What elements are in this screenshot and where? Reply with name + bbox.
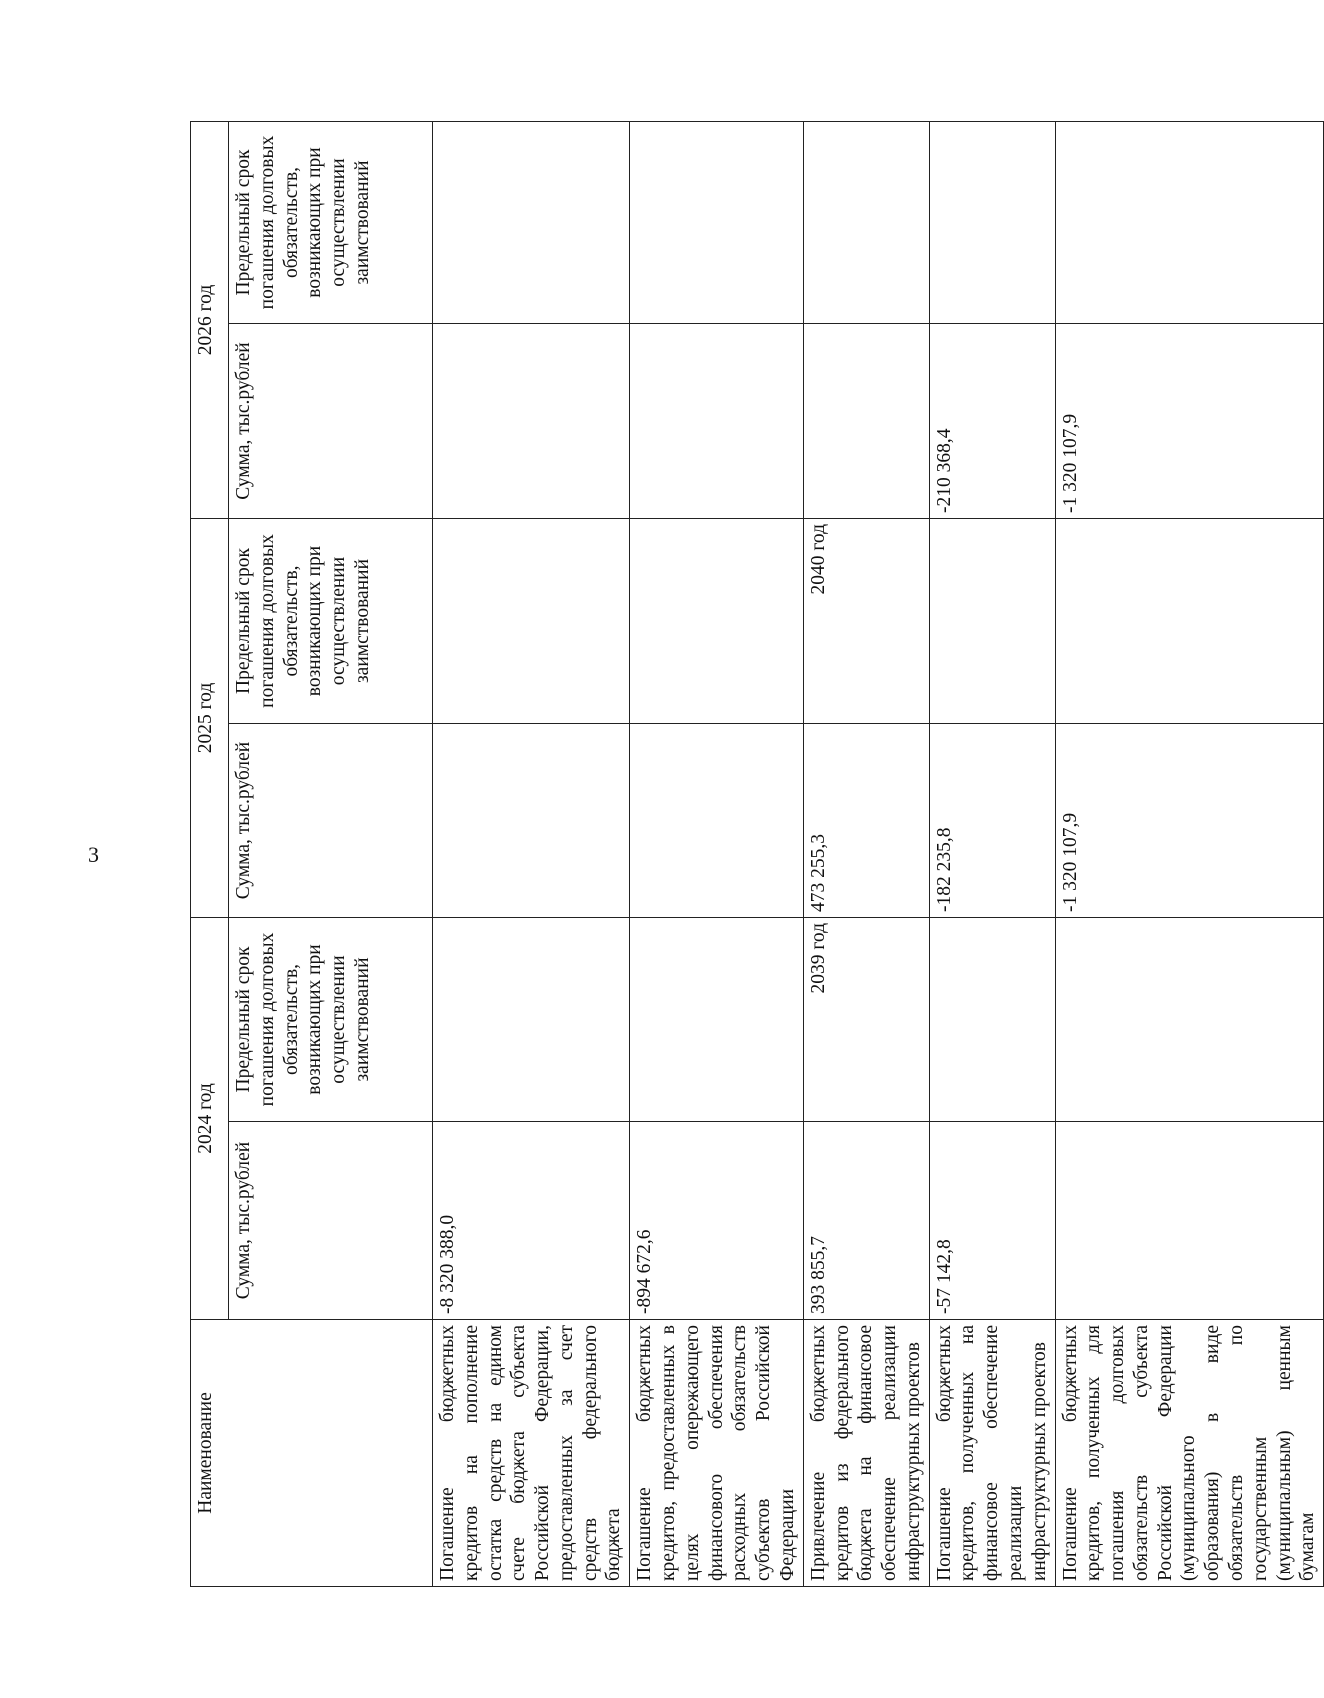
header-term-2025: Предельный срок погашения долговых обязательств, возникающих при осуществлении заимствований — [229, 519, 433, 724]
row-term-2025: 2040 год — [803, 519, 929, 724]
header-year-2026: 2026 год — [191, 122, 229, 519]
row-value-2025: 473 255,3 — [803, 724, 929, 918]
row-name: Погашение бюджетных кредитов на пополнение остатка средств на едином счете бюджета субъекта Российской Федерации, предоставленных за счет средств федерального бюджета — [433, 1320, 630, 1587]
row-name: Погашение бюджетных кредитов, предоставленных в целях опережающего финансового обеспечения расходных обязательств субъектов Российской Федерации — [630, 1320, 803, 1587]
row-term-2025 — [630, 519, 803, 724]
budget-table — [190, 121, 1324, 1587]
row-value-2024: -8 320 388,0 — [433, 1122, 630, 1320]
table-row — [630, 122, 803, 1587]
row-value-2024: -57 142,8 — [929, 1122, 1055, 1320]
row-term-2024: 2039 год — [803, 918, 929, 1122]
row-name: Погашение бюджетных кредитов, полученных для погашения долговых обязательств субъекта Российской Федерации (муниципального образования) в виде обязательств по государственным (муниципальным) ценным бумагам — [1055, 1320, 1324, 1587]
row-value-2025: -1 320 107,9 — [1055, 724, 1324, 918]
header-year-2025: 2025 год — [191, 519, 229, 918]
row-term-2025 — [433, 519, 630, 724]
header-term-2026: Предельный срок погашения долговых обязательств, возникающих при осуществлении заимствований — [229, 122, 433, 324]
row-term-2026 — [1055, 122, 1324, 324]
row-value-2026 — [803, 324, 929, 519]
row-value-2025 — [630, 724, 803, 918]
row-value-2026 — [630, 324, 803, 519]
row-term-2026 — [803, 122, 929, 324]
row-value-2026: -1 320 107,9 — [1055, 324, 1324, 519]
row-term-2024 — [630, 918, 803, 1122]
row-term-2024 — [433, 918, 630, 1122]
table-row — [1055, 122, 1324, 1587]
page-number: 3 — [88, 842, 99, 867]
table-header-row-years — [191, 122, 229, 1587]
rotated-table-container — [190, 122, 1319, 1587]
row-value-2026: -210 368,4 — [929, 324, 1055, 519]
header-term-2024: Предельный срок погашения долговых обязательств, возникающих при осуществлении заимствований — [229, 918, 433, 1122]
header-sum-2025: Сумма, тыс.рублей — [229, 724, 433, 918]
row-term-2026 — [433, 122, 630, 324]
row-value-2024 — [1055, 1122, 1324, 1320]
header-year-2024: 2024 год — [191, 918, 229, 1320]
row-term-2025 — [1055, 519, 1324, 724]
table-row — [929, 122, 1055, 1587]
table-row — [803, 122, 929, 1587]
row-term-2025 — [929, 519, 1055, 724]
row-value-2025 — [433, 724, 630, 918]
row-term-2026 — [929, 122, 1055, 324]
table-row — [433, 122, 630, 1587]
row-value-2025: -182 235,8 — [929, 724, 1055, 918]
header-sum-2024: Сумма, тыс.рублей — [229, 1122, 433, 1320]
row-value-2026 — [433, 324, 630, 519]
row-value-2024: 393 855,7 — [803, 1122, 929, 1320]
row-value-2024: -894 672,6 — [630, 1122, 803, 1320]
header-name: Наименование — [191, 1320, 433, 1587]
header-sum-2026: Сумма, тыс.рублей — [229, 324, 433, 519]
row-name: Привлечение бюджетных кредитов из федерального бюджета на финансовое обеспечение реализации инфраструктурных проектов — [803, 1320, 929, 1587]
row-term-2026 — [630, 122, 803, 324]
row-term-2024 — [929, 918, 1055, 1122]
row-name: Погашение бюджетных кредитов, полученных на финансовое обеспечение реализации инфраструктурных проектов — [929, 1320, 1055, 1587]
row-term-2024 — [1055, 918, 1324, 1122]
